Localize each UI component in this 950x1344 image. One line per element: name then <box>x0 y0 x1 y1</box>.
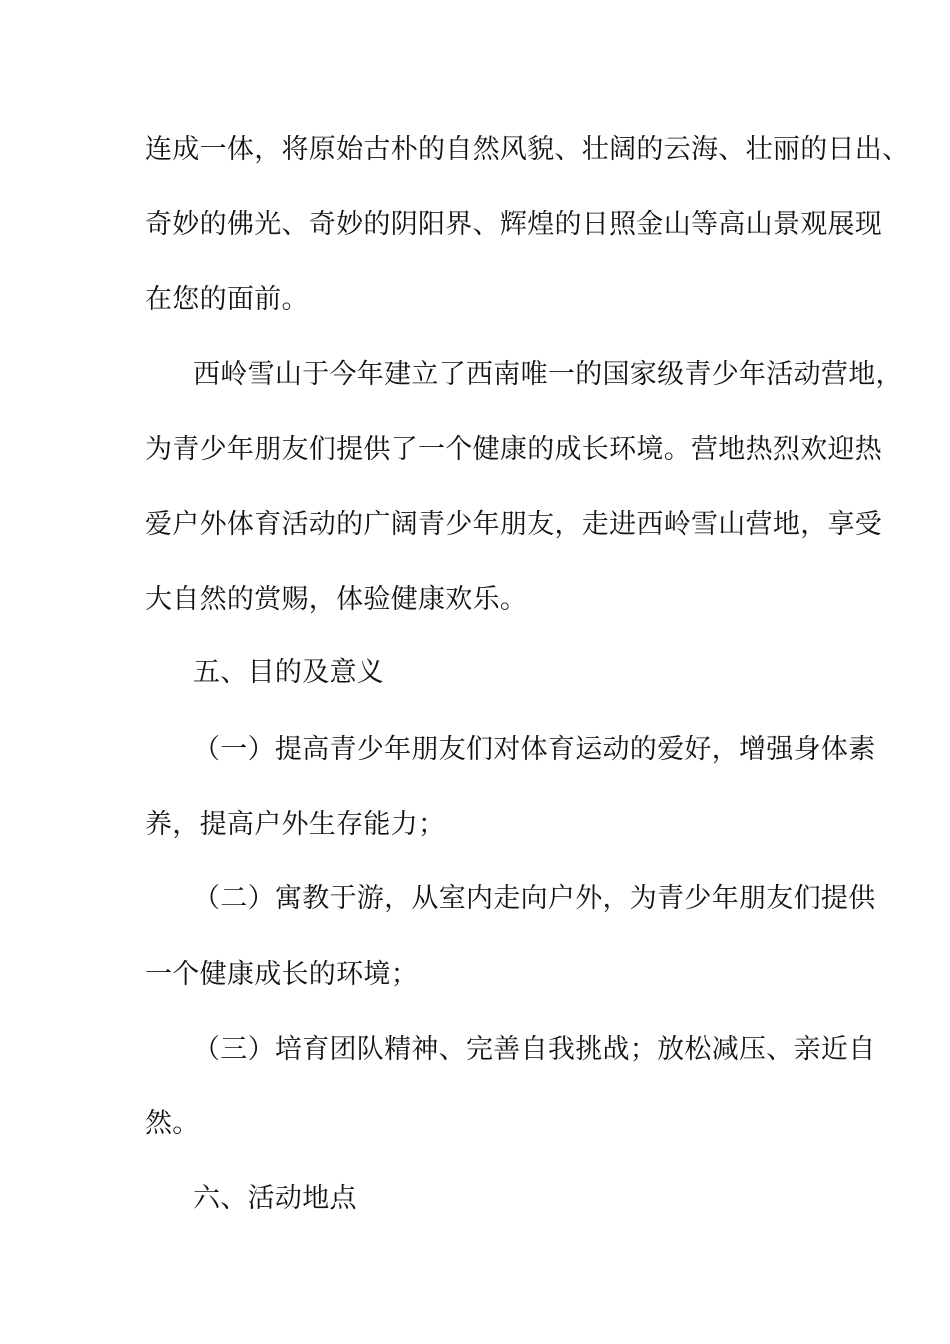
paragraph-line: 为青少年朋友们提供了一个健康的成长环境。营地热烈欢迎热 <box>145 434 883 465</box>
section-heading: 六、活动地点 <box>193 1183 357 1214</box>
paragraph-line: 大自然的赏赐，体验健康欢乐。 <box>145 584 528 615</box>
list-item-line: （二）寓教于游，从室内走向户外，为青少年朋友们提供 <box>193 883 876 914</box>
list-item-line: （一）提高青少年朋友们对体育运动的爱好，增强身体素 <box>193 734 876 765</box>
list-item-line: 然。 <box>145 1108 200 1139</box>
paragraph-line: 西岭雪山于今年建立了西南唯一的国家级青少年活动营地， <box>193 359 903 390</box>
paragraph-line: 连成一体，将原始古朴的自然风貌、壮阔的云海、壮丽的日出、 <box>145 134 910 165</box>
list-item-line: 养，提高户外生存能力； <box>145 809 446 840</box>
list-item-line: （三）培育团队精神、完善自我挑战；放松减压、亲近自 <box>193 1034 876 1065</box>
section-heading: 五、目的及意义 <box>193 657 385 688</box>
paragraph-line: 奇妙的佛光、奇妙的阴阳界、辉煌的日照金山等高山景观展现 <box>145 209 883 240</box>
paragraph-line: 爱户外体育活动的广阔青少年朋友，走进西岭雪山营地，享受 <box>145 509 883 540</box>
list-item-line: 一个健康成长的环境； <box>145 959 418 990</box>
paragraph-line: 在您的面前。 <box>145 284 309 315</box>
